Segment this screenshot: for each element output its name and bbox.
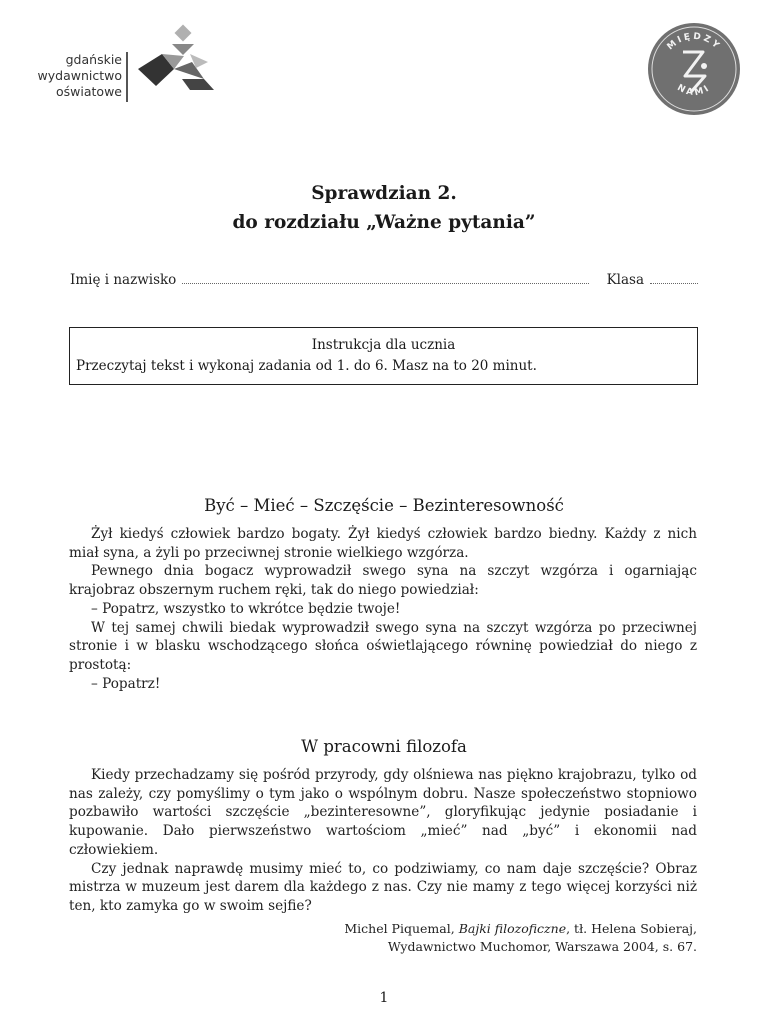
class-field[interactable] [650, 271, 698, 284]
class-label: Klasa [606, 272, 644, 288]
publisher-logo-icon [134, 24, 218, 94]
citation-book: Bajki filozoficzne [458, 921, 567, 936]
section-2-heading: W pracowni filozofa [301, 737, 467, 756]
name-field[interactable] [182, 271, 588, 284]
citation-publisher: Wydawnictwo Muchomor, Warszawa 2004, s. 67. [387, 939, 697, 954]
paragraph: Kiedy przechadzamy się pośród przyrody, gdy olśniewa nas piękno krajobrazu, tylko od nas zależy, czy pomyślimy o tym jako o wspólnym dobru. Nasze społeczeństwo stopniowo pozbawiło wartości szczęście „bezinteresowne”, gloryfikując jedynie posiadanie i kupowanie. Dało pierwszeństwo wartościom „mieć” nad „być” i ekonomii nad człowiekiem. [69, 767, 697, 858]
instructions-text: Przeczytaj tekst i wykonaj zadania od 1. do 6. Masz na to 20 minut. [76, 358, 537, 374]
instructions-box [69, 327, 698, 385]
publisher-name [20, 52, 122, 100]
citation-author: Michel Piquemal, [344, 921, 455, 936]
publisher-line-3: oświatowe [56, 84, 122, 99]
publisher-line-1: gdańskie [65, 52, 122, 67]
paragraph: W tej samej chwili biedak wyprowadził swego syna na szczyt wzgórza po przeciwnej stronie i w blasku wschodzącego słońca oświetlającego równinę powiedział do niego z prostotą: [69, 619, 697, 673]
paragraph: Czy jednak naprawdę musimy mieć to, co podziwiamy, co nam daje szczęście? Obraz mistrza w muzeum jest darem dla każdego z nas. Czy nie mamy z tego więcej korzyści niż ten, kto zamyka go w swoim sejfie? [69, 860, 697, 914]
citation-translator: , tł. Helena Sobieraj, [566, 921, 697, 936]
page-subtitle: do rozdziału „Ważne pytania” [232, 212, 536, 233]
student-info-row [70, 271, 698, 288]
paragraph: Żył kiedyś człowiek bardzo bogaty. Żył kiedyś człowiek bardzo biedny. Każdy z nich miał syna, a żyli po przeciwnej stronie wielkiego wzgórza. [69, 526, 697, 561]
section-1-heading: Być – Mieć – Szczęście – Bezinteresowność [204, 496, 564, 515]
paragraph: – Popatrz, wszystko to wkrótce będzie twoje! [91, 600, 401, 617]
page-number: 1 [379, 990, 389, 1006]
paragraph: Pewnego dnia bogacz wyprowadził swego syna na szczyt wzgórza i ogarniając krajobraz obszernym ruchem ręki, tak do niego powiedział: [69, 563, 697, 599]
badge-bottom-text: NAMI [675, 82, 713, 99]
logo-divider [126, 52, 128, 102]
instructions-title: Instrukcja dla ucznia [311, 337, 456, 353]
page-title: Sprawdzian 2. [311, 183, 457, 204]
section-1-text [69, 525, 697, 693]
badge-top-text: MIĘDZY [665, 31, 723, 53]
section-2-text [69, 766, 697, 916]
publisher-line-2: wydawnictwo [37, 68, 122, 83]
series-badge-icon [647, 22, 741, 116]
paragraph: – Popatrz! [91, 675, 161, 692]
citation [69, 920, 697, 956]
name-label: Imię i nazwisko [70, 272, 177, 288]
